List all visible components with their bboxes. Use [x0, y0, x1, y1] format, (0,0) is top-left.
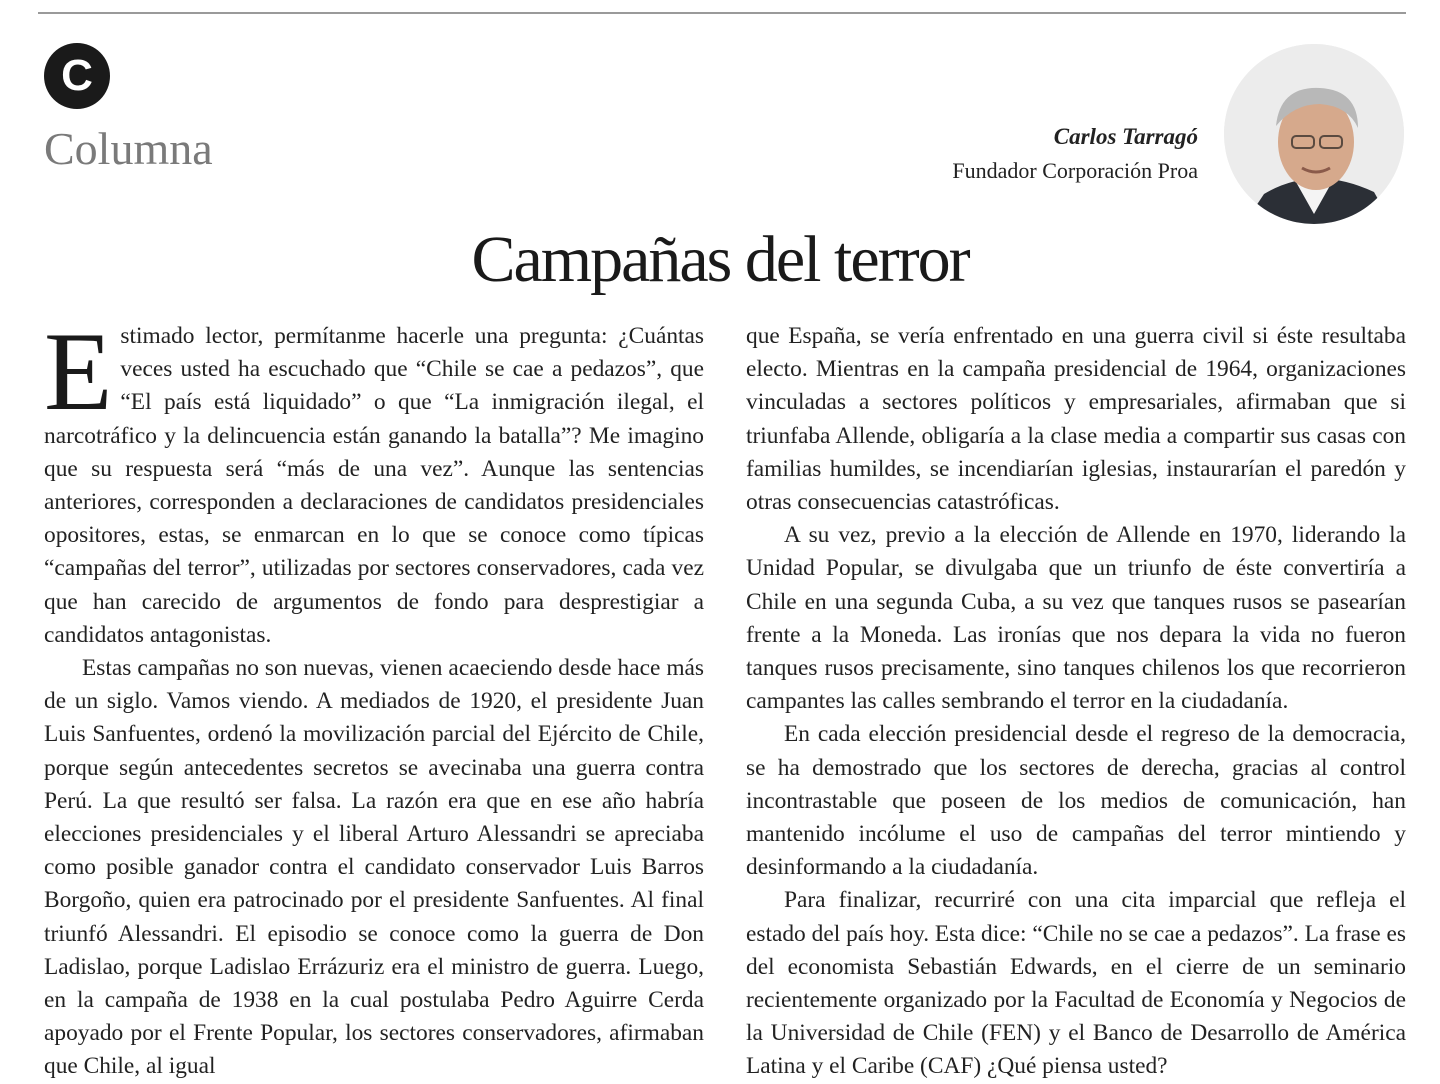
- body-paragraph-5: Para finalizar, recurriré con una cita imparcial que refleja el estado del país hoy. Esta dice: “Chile no se cae a pedazos”. La frase es del economista Sebastián Edwards, en el cierre de un seminario recientemente organizado por la Facultad de Economía y Negocios de la Universidad de Chile (FEN) y el Banco de Desarrollo de América Latina y el Caribe (CAF) ¿Qué piensa usted?: [746, 887, 1406, 1080]
- body-paragraph-2-continued: que España, se vería enfrentado en una guerra civil si éste resultaba electo. Mientras en la campaña presidencial de 1964, organizaciones vinculadas a sectores políticos y empresariales, afirmaban que si triunfaba Allende, obligaría a la clase media a compartir sus casas con familias humildes, se incendiarían iglesias, instaurarían el paredón y otras consecuencias catastróficas.: [746, 323, 1406, 516]
- article-column-left: [44, 310, 704, 1084]
- body-paragraph-4: En cada elección presidencial desde el regreso de la democracia, se ha demostrado que los sectores de derecha, gracias al control incontrastable que poseen de los medios de comunicación, han mantenido incólume el uso de campañas del terror mintiendo y desinformando a la ciudadanía.: [746, 721, 1406, 881]
- drop-cap: E: [44, 310, 113, 434]
- top-rule: [38, 12, 1406, 14]
- body-paragraph-3: A su vez, previo a la elección de Allende en 1970, liderando la Unidad Popular, se divulgaba que un triunfo de éste convertiría a Chile en una segunda Cuba, a su vez que tanques rusos se pasearían frente a la Moneda. Las ironías que nos depara la vida no fueron tanques rusos precisamente, sino tanques chilenos los que recorrieron campantes las calles sembrando el terror en la ciudadanía.: [746, 522, 1406, 715]
- headline: Campañas del terror: [471, 223, 969, 296]
- author-name: Carlos Tarragó: [1053, 124, 1198, 149]
- author-role: Fundador Corporación Proa: [952, 158, 1198, 183]
- body-paragraph-1-text: stimado lector, permítanme hacerle una pregunta: ¿Cuántas veces usted ha escuchado que “Chile se cae a pedazos”, que “El país está liquidado” o que “La inmigración ilegal, el narcotráfico y la delincuencia están ganando la batalla”? Me imagino que su respuesta será “más de una vez”. Aunque las sentencias anteriores, corresponden a declaraciones de candidatos presidenciales opositores, estas, se enmarcan en lo que se conoce como típicas “campañas del terror”, utilizadas por sectores conservadores, cada vez que han carecido de argumentos de fondo para desprestigiar a candidatos antagonistas.: [44, 323, 704, 648]
- section-label: Columna: [44, 123, 213, 174]
- body-paragraph-1: [44, 310, 704, 652]
- author-portrait: [1224, 44, 1404, 224]
- body-paragraph-2: Estas campañas no son nuevas, vienen acaeciendo desde hace más de un siglo. Vamos viendo. A mediados de 1920, el presidente Juan Luis Sanfuentes, ordenó la movilización parcial del Ejército de Chile, porque según antecedentes secretos se avecinaba una guerra contra Perú. La que resultó ser falsa. La razón era que en ese año habría elecciones presidenciales y el liberal Arturo Alessandri se apreciaba como posible ganador contra el candidato conservador Luis Barros Borgoño, quien era patrocinado por el presidente Sanfuentes. Al final triunfó Alessandri. El episodio se conoce como la guerra de Don Ladislao, porque Ladislao Errázuriz era el ministro de guerra. Luego, en la campaña de 1938 en la cual postulaba Pedro Aguirre Cerda apoyado por el Frente Popular, los sectores conservadores, afirmaban que Chile, al igual: [44, 655, 704, 1080]
- section-badge: C: [44, 43, 110, 109]
- byline: [952, 120, 1198, 188]
- article-column-right: [746, 320, 1406, 1084]
